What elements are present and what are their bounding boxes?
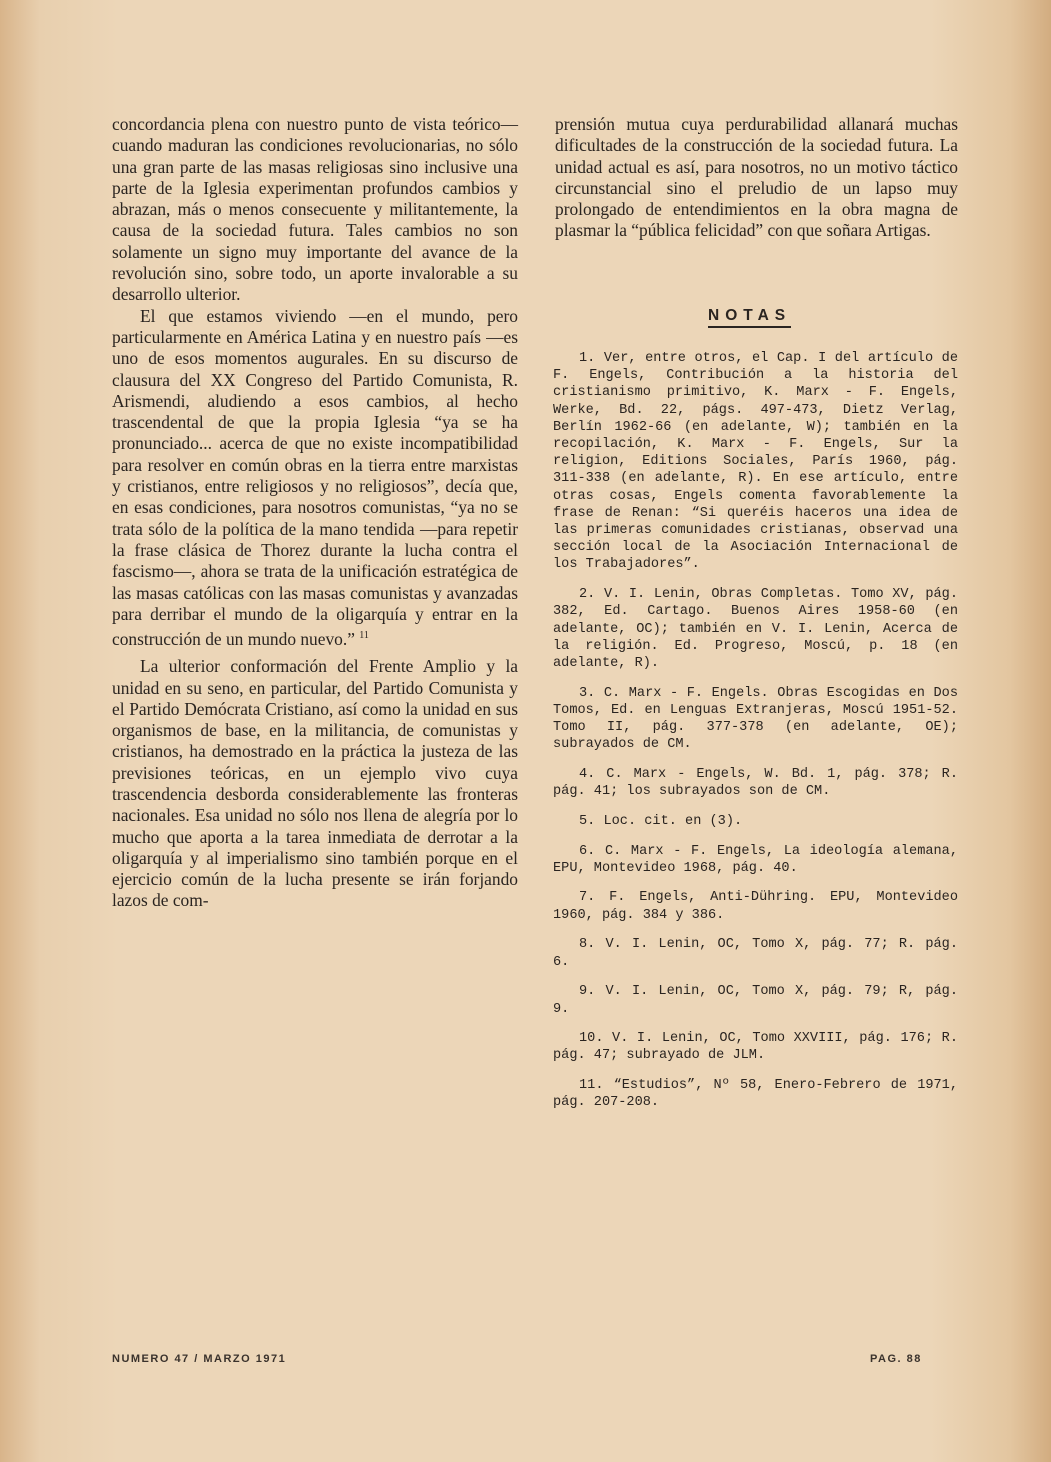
notes-heading: NOTAS: [708, 307, 791, 328]
note-item: 6. C. Marx - F. Engels, La ideología alemana, EPU, Montevideo 1968, pág. 40.: [553, 843, 958, 876]
footnote-reference: 11: [359, 630, 369, 642]
body-paragraph: concordancia plena con nuestro punto de vista teórico— cuando maduran las condiciones revolucionarias, no sólo una gran parte de las masas religiosas sino inclusive una parte de la Iglesia experimentan profundos cambios y abrazan, más o menos consecuente y militantemente, la causa de la sociedad futura. Tales cambios no son solamente un signo muy importante del avance de la revolución sino, sobre todo, un aporte invalorable a su desarrollo ulterior.: [112, 114, 518, 305]
note-item: 3. C. Marx - F. Engels. Obras Escogidas en Dos Tomos, Ed. en Lenguas Extranjeras, Moscú 1951-52. Tomo II, pág. 377-378 (en adelante, OE); subrayados de CM.: [553, 685, 958, 753]
note-item: 5. Loc. cit. en (3).: [579, 813, 743, 829]
note-item: 2. V. I. Lenin, Obras Completas. Tomo XV, pág. 382, Ed. Cartago. Buenos Aires 1958-60 (en adelante, OC); también en V. I. Lenin, Acerca de la religión. Ed. Progreso, Moscú, p. 18 (en adelante, R).: [553, 587, 958, 671]
note-item: 4. C. Marx - Engels, W. Bd. 1, pág. 378; R. pág. 41; los subrayados son de CM.: [553, 766, 958, 800]
page-number: PAG. 88: [870, 1353, 922, 1365]
right-text-column: [555, 114, 958, 242]
note-item: 7. F. Engels, Anti-Dühring. EPU, Montevideo 1960, pág. 384 y 386.: [553, 890, 958, 923]
body-paragraph: prensión mutua cuya perdurabilidad allanará muchas dificultades de la construcción de la sociedad futura. La unidad actual es así, para nosotros, no un motivo táctico circunstancial sino el preludio de un lapso muy prolongado de entendimientos en la obra magna de plasmar la “pública felicidad” con que soñara Artigas.: [555, 114, 958, 241]
note-item: 1. Ver, entre otros, el Cap. I del artículo de F. Engels, Contribución a la historia del cristianismo primitivo, K. Marx - F. Engels, Werke, Bd. 22, págs. 497-473, Dietz Verlag, Berlín 1962-66 (en adelante, W); también en la recopilación, K. Marx - F. Engels, Sur la religion, Editions Sociales, París 1960, pág. 311-338 (en adelante, R). En ese artículo, entre otras cosas, Engels comenta favorablemente la frase de Renan: “Si queréis haceros una idea de las primeras comunidades cristianas, observad una sección local de la Asociación Internacional de los Trabajadores”.: [553, 351, 958, 573]
note-item: 11. “Estudios”, Nº 58, Enero-Febrero de 1971, pág. 207-208.: [553, 1078, 958, 1111]
note-item: 8. V. I. Lenin, OC, Tomo X, pág. 77; R. pág. 6.: [553, 937, 958, 970]
note-item: 10. V. I. Lenin, OC, Tomo XXVIII, pág. 176; R. pág. 47; subrayado de JLM.: [553, 1031, 958, 1064]
body-paragraph: La ulterior conformación del Frente Amplio y la unidad en su seno, en particular, del Partido Comunista y el Partido Demócrata Cristiano, así como la unidad en sus organismos de base, en la militancia, de comunistas y cristianos, ha demostrado en la práctica la justeza de las previsiones teóricas, en un ejemplo vivo cuya trascendencia desborda considerablemente las fronteras nacionales. Esa unidad no sólo nos llena de alegría por lo mucho que aporta a la tarea inmediata de derrotar a la oligarquía y al imperialismo sino también porque en el ejercicio común de la lucha presente se irán forjando lazos de com-: [112, 656, 518, 911]
paragraph-text: El que estamos viviendo —en el mundo, pero particularmente en América Latina y en nuestro país —es uno de esos momentos augurales. En su discurso de clausura del XX Congreso del Partido Comunista, R. Arismendi, aludiendo a esos cambios, al hecho trascendental de que la propia Iglesia “ya se ha pronunciado... acerca de que no existe incompatibilidad para resolver en común obras en la tierra entre marxistas y cristianos, entre religiosos y no religiosos”, decía que, en esas condiciones, para nosotros comunistas, “ya no se trata sólo de la política de la mano tendida —para repetir la frase clásica de Thorez durante la lucha contra el fascismo—, ahora se trata de la unificación estratégica de las masas católicas con las masas comunistas y avanzadas para derribar el mundo de la oligarquía y entrar en la construcción de un mundo nuevo.”: [112, 305, 518, 649]
left-text-column: [112, 114, 518, 912]
note-item: 9. V. I. Lenin, OC, Tomo X, pág. 79; R, pág. 9.: [553, 984, 958, 1017]
notes-list: [553, 350, 958, 1124]
issue-footer: NUMERO 47 / MARZO 1971: [112, 1353, 287, 1365]
body-paragraph: [112, 306, 518, 651]
